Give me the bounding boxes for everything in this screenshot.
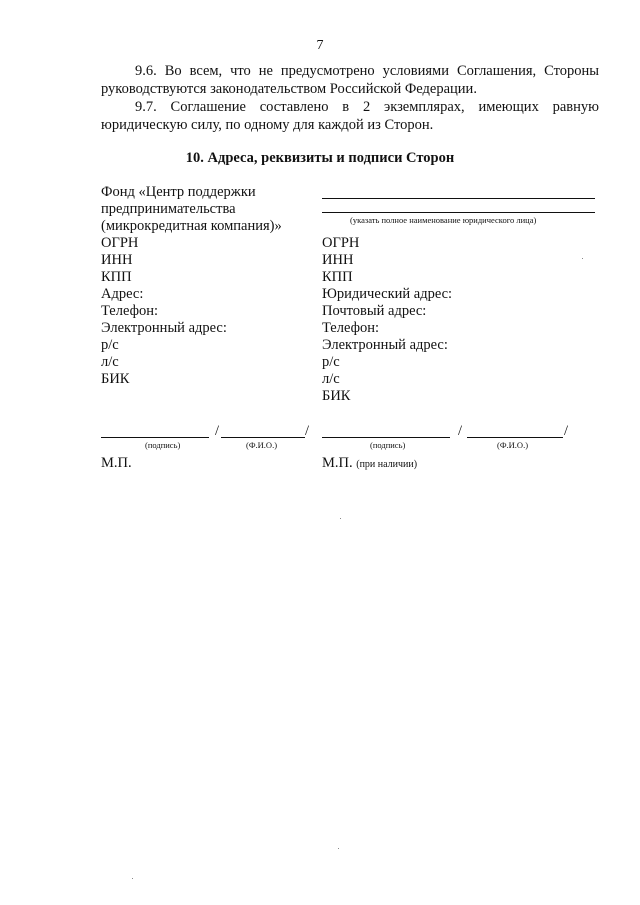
left-party-name-line: Фонд «Центр поддержки	[101, 184, 256, 200]
left-sign-label: (подпись)	[145, 440, 181, 450]
left-field-bik: БИК	[101, 371, 130, 387]
left-field-phone: Телефон:	[101, 303, 159, 319]
left-party-name-line: предпринимательства	[101, 201, 236, 217]
right-field-settlement-account: р/с	[322, 354, 340, 370]
right-sign-label: (подпись)	[370, 440, 406, 450]
right-field-bik: БИК	[322, 388, 351, 404]
paragraph-9-7	[101, 98, 599, 134]
left-signature-slash-1: /	[215, 423, 220, 439]
page-number: 7	[316, 38, 324, 53]
left-field-settlement-account: р/с	[101, 337, 119, 353]
right-field-postal-address: Почтовый адрес:	[322, 303, 427, 319]
right-party-block	[322, 235, 452, 405]
paragraph-9-6	[101, 62, 599, 98]
right-field-kpp: КПП	[322, 269, 353, 285]
right-name-label: (Ф.И.О.)	[497, 440, 529, 450]
scan-speck	[338, 848, 339, 849]
scan-speck	[132, 878, 133, 879]
right-name-line-2	[322, 212, 595, 213]
left-signature-slash-2: /	[305, 423, 310, 439]
right-stamp-note: (при наличии)	[356, 459, 418, 470]
left-field-personal-account: л/с	[101, 354, 119, 370]
right-field-phone: Телефон:	[322, 320, 380, 336]
right-signature-slash-1: /	[458, 423, 463, 439]
scan-speck	[582, 258, 583, 259]
right-fio-line	[467, 437, 563, 438]
paragraph-9-6-text: 9.6. Во всем, что не предусмотрено условиями Соглашения, Стороны руководствуются законодательством Российской Федерации.	[101, 63, 599, 97]
left-party-block	[101, 184, 282, 388]
scan-speck	[340, 518, 341, 519]
right-field-email: Электронный адрес:	[322, 337, 448, 353]
left-signature-line	[101, 437, 209, 438]
right-signature-slash-2: /	[564, 423, 569, 439]
left-field-email: Электронный адрес:	[101, 320, 227, 336]
left-field-ogrn: ОГРН	[101, 235, 139, 251]
right-field-ogrn: ОГРН	[322, 235, 360, 251]
left-fio-line	[221, 437, 305, 438]
left-field-address: Адрес:	[101, 286, 144, 302]
right-stamp-label: М.П.	[322, 455, 353, 471]
section-title: 10. Адреса, реквизиты и подписи Сторон	[185, 150, 455, 166]
right-field-personal-account: л/с	[322, 371, 340, 387]
left-field-kpp: КПП	[101, 269, 132, 285]
right-field-legal-address: Юридический адрес:	[322, 286, 453, 302]
right-name-line-1	[322, 198, 595, 199]
left-field-inn: ИНН	[101, 252, 133, 268]
right-name-hint: (указать полное наименование юридического лица)	[350, 215, 537, 225]
paragraph-9-7-text: 9.7. Соглашение составлено в 2 экземплярах, имеющих равную юридическую силу, по одному для каждой из Сторон.	[101, 99, 599, 133]
right-stamp	[322, 455, 417, 472]
right-signature-line	[322, 437, 450, 438]
left-party-name-line: (микрокредитная компания)»	[101, 218, 282, 234]
left-stamp: М.П.	[101, 455, 132, 471]
left-name-label: (Ф.И.О.)	[246, 440, 278, 450]
right-field-inn: ИНН	[322, 252, 354, 268]
